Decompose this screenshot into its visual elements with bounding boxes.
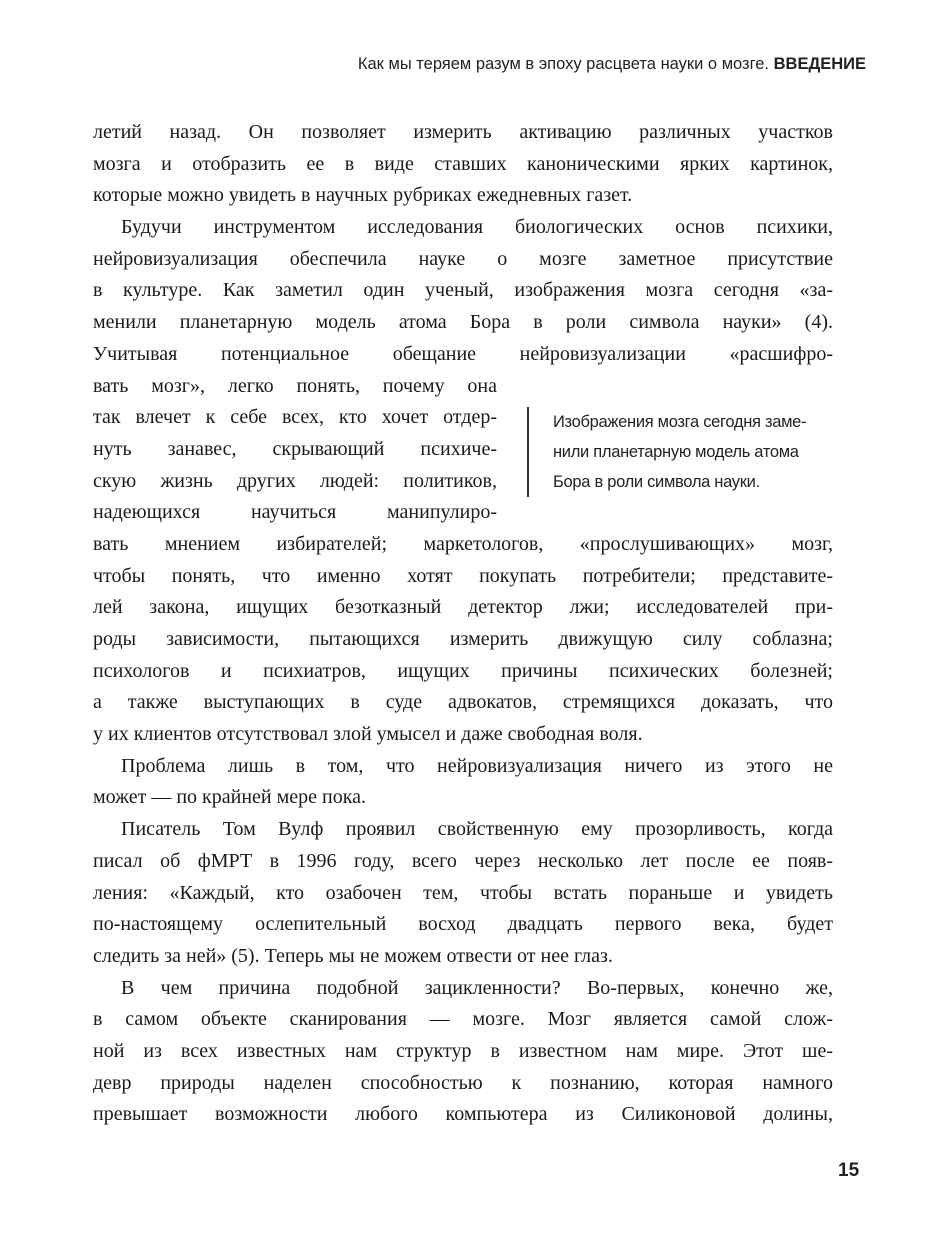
pull-quote-line: нили планетарную модель атома bbox=[553, 443, 799, 461]
text-line: роды зависимости, пытающихся измерить движущую силу соблазна; bbox=[93, 628, 833, 650]
text-line: чтобы понять, что именно хотят покупать потребители; представите- bbox=[93, 564, 833, 587]
text-line: в культуре. Как заметил один ученый, изображения мозга сегодня «за- bbox=[93, 279, 833, 302]
page-number: 15 bbox=[838, 1160, 860, 1181]
text-line: летий назад. Он позволяет измерить активацию различных участков bbox=[93, 121, 833, 143]
text-line: может — по крайней мере пока. bbox=[93, 786, 367, 809]
text-line: скую жизнь других людей: политиков, bbox=[93, 469, 497, 492]
running-head-section: ВВЕДЕНИЕ bbox=[773, 55, 866, 73]
text-line: Проблема лишь в том, что нейровизуализация ничего из этого не bbox=[121, 754, 833, 777]
text-line: писал об фМРТ в 1996 году, всего через несколько лет после ее появ- bbox=[93, 849, 833, 872]
text-line: Будучи инструментом исследования биологических основ психики, bbox=[121, 216, 833, 239]
text-line: менили планетарную модель атома Бора в роли символа науки» (4). bbox=[93, 311, 833, 334]
text-line: по-настоящему ослепительный восход двадцать первого века, будет bbox=[93, 913, 833, 936]
pull-quote bbox=[527, 407, 806, 497]
text-line: девр природы наделен способностью к познанию, которая намного bbox=[93, 1071, 833, 1094]
text-line: психологов и психиатров, ищущих причины психических болезней; bbox=[93, 659, 833, 682]
text-line: у их клиентов отсутствовал злой умысел и даже свободная воля. bbox=[93, 723, 643, 746]
running-head bbox=[358, 55, 866, 74]
text-line: мозга и отобразить ее в виде ставших каноническими ярких картинок, bbox=[93, 152, 833, 175]
running-head-title: Как мы теряем разум в эпоху расцвета науки о мозге. bbox=[357, 55, 770, 73]
text-line: нейровизуализация обеспечила науке о мозге заметное присутствие bbox=[93, 247, 833, 270]
text-line: ной из всех известных нам структур в известном нам мире. Этот ше- bbox=[93, 1039, 833, 1062]
body-text bbox=[93, 117, 833, 1131]
text-line: в самом объекте сканирования — мозге. Мозг является самой слож- bbox=[93, 1008, 833, 1031]
text-line: лей закона, ищущих безотказный детектор лжи; исследователей при- bbox=[93, 596, 833, 619]
pull-quote-line: Изображения мозга сегодня заме- bbox=[553, 413, 807, 431]
text-line: следить за ней» (5). Теперь мы не можем отвести от нее глаз. bbox=[93, 944, 613, 967]
text-line: вать мнением избирателей; маркетологов, «прослушивающих» мозг, bbox=[93, 532, 833, 555]
text-line: которые можно увидеть в научных рубриках ежедневных газет. bbox=[93, 184, 633, 207]
text-line: нуть занавес, скрывающий психиче- bbox=[93, 437, 497, 460]
text-line: так влечет к себе всех, кто хочет отдер- bbox=[93, 406, 497, 429]
text-line: надеющихся научиться манипулиро- bbox=[93, 501, 497, 524]
pull-quote-line: Бора в роли символа науки. bbox=[553, 473, 760, 491]
text-line: Учитывая потенциальное обещание нейровизуализации «расшифро- bbox=[93, 342, 833, 365]
text-line: превышает возможности любого компьютера из Силиконовой долины, bbox=[93, 1103, 833, 1126]
text-line: В чем причина подобной зацикленности? Во-первых, конечно же, bbox=[121, 976, 833, 999]
text-line: вать мозг», легко понять, почему она bbox=[93, 374, 497, 397]
text-line: ления: «Каждый, кто озабочен тем, чтобы встать пораньше и увидеть bbox=[93, 881, 833, 904]
text-line: а также выступающих в суде адвокатов, стремящихся доказать, что bbox=[93, 691, 833, 714]
text-line: Писатель Том Вулф проявил свойственную ему прозорливость, когда bbox=[121, 818, 833, 841]
